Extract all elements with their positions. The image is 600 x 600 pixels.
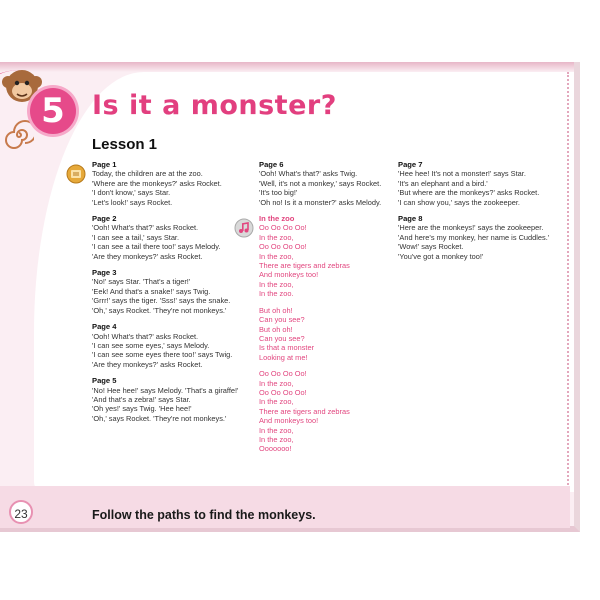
song-line: And monkeys too! — [259, 416, 319, 426]
song-line: Oo Oo Oo Oo! — [259, 242, 307, 252]
swirl-icon — [4, 120, 34, 150]
page-block — [259, 160, 389, 207]
unit-title: Is it a monster? — [92, 90, 337, 121]
page-label: Page 4 — [92, 322, 117, 332]
activity-instruction: Follow the paths to find the monkeys. — [92, 508, 316, 522]
song-line: Oo Oo Oo Oo! — [259, 369, 307, 379]
story-line: 'It's an elephant and a bird.' — [398, 178, 488, 188]
page-label: Page 7 — [398, 160, 423, 169]
story-line: 'And here's my monkey, her name is Cuddles.' — [398, 232, 550, 242]
page-label: Page 1 — [92, 160, 117, 169]
story-line: 'Are they monkeys?' asks Rocket. — [92, 359, 203, 369]
story-column-2 — [259, 160, 389, 461]
song-line: Can you see? — [259, 333, 305, 343]
page-block — [92, 322, 242, 369]
song-line: But oh oh! — [259, 324, 293, 334]
story-line: 'Here are the monkeys!' says the zookeeper. — [398, 223, 544, 233]
song-line: There are tigers and zebras — [259, 406, 350, 416]
page-label: Page 6 — [259, 160, 284, 169]
story-line: 'Let's look!' says Rocket. — [92, 197, 173, 207]
page-block — [92, 376, 242, 423]
story-column-3 — [398, 160, 550, 268]
page-block — [92, 214, 242, 261]
song-line: In the zoo, — [259, 279, 294, 289]
song-line: But oh oh! — [259, 305, 293, 315]
story-line: 'Ooh! What's that?' asks Rocket. — [92, 223, 199, 233]
song-line: And monkeys too! — [259, 270, 319, 280]
story-line: 'I can show you,' says the zookeeper. — [398, 197, 520, 207]
story-line: 'Wow!' says Rocket. — [398, 242, 464, 252]
song-stanza — [259, 214, 389, 299]
lesson-title: Lesson 1 — [92, 136, 158, 153]
song-line: Oo Oo Oo Oo! — [259, 223, 307, 233]
story-line: 'No! Hee hee!' says Melody. 'That's a giraffe!' — [92, 385, 239, 395]
story-line: 'It's too big!' — [259, 188, 298, 198]
story-column-1 — [92, 160, 242, 430]
story-line: 'Hee hee! It's not a monster!' says Star. — [398, 169, 526, 179]
song-line: There are tigers and zebras — [259, 261, 350, 271]
page-number: 23 — [9, 500, 33, 524]
story-line: 'Where are the monkeys?' asks Rocket. — [92, 178, 222, 188]
audio-cd-icon — [66, 164, 86, 184]
story-line: 'Well, it's not a monkey,' says Rocket. — [259, 178, 382, 188]
song-line: In the zoo, — [259, 232, 294, 242]
story-line: 'Are they monkeys?' asks Rocket. — [92, 251, 203, 261]
story-line: 'Oh,' says Rocket. 'They're not monkeys.' — [92, 305, 227, 315]
song-line: Looking at me! — [259, 352, 308, 362]
story-line: 'You've got a monkey too!' — [398, 251, 484, 261]
story-line: 'Oh no! Is it a monster?' asks Melody. — [259, 197, 382, 207]
song-line: Oo Oo Oo Oo! — [259, 387, 307, 397]
story-line: 'Ooh! What's that?' asks Twig. — [259, 169, 358, 179]
story-line: 'I can see a tail there too!' says Melody. — [92, 242, 221, 252]
page-label: Page 3 — [92, 268, 117, 278]
story-line: 'I can see some eyes there too!' says Twig. — [92, 350, 233, 360]
page-label: Page 5 — [92, 376, 117, 386]
story-line: 'Ooh! What's that?' asks Rocket. — [92, 331, 199, 341]
page-block — [398, 214, 550, 261]
story-line: 'Oh yes!' says Twig. 'Hee hee!' — [92, 404, 192, 414]
story-line: 'Oh,' says Rocket. 'They're not monkeys.' — [92, 413, 227, 423]
page-label: Page 2 — [92, 214, 117, 224]
story-line: 'No!' says Star. 'That's a tiger!' — [92, 277, 191, 287]
unit-number-badge: 5 — [30, 88, 76, 134]
story-line: 'Grrr!' says the tiger. 'Sss!' says the snake. — [92, 296, 231, 306]
story-line: Today, the children are at the zoo. — [92, 169, 203, 179]
story-line: 'I can see some eyes,' says Melody. — [92, 340, 210, 350]
story-line: 'I can see a tail,' says Star. — [92, 232, 180, 242]
song-line: In the zoo, — [259, 425, 294, 435]
song-stanza — [259, 306, 389, 362]
page-label: Page 8 — [398, 214, 423, 224]
song-stanza — [259, 369, 389, 454]
song-line: In the zoo. — [259, 289, 294, 299]
song-line: Is that a monster — [259, 343, 315, 353]
song-line: In the zoo, — [259, 378, 294, 388]
song-title: In the zoo — [259, 214, 295, 224]
song-line: Can you see? — [259, 315, 305, 325]
dotted-border — [567, 72, 569, 512]
song-line: Ooooooo! — [259, 444, 292, 454]
song-line: In the zoo, — [259, 251, 294, 261]
page-block — [398, 160, 538, 207]
song-line: In the zoo, — [259, 434, 294, 444]
story-line: 'And that's a zebra!' says Star. — [92, 394, 191, 404]
song-line: In the zoo, — [259, 397, 294, 407]
story-line: 'I don't know,' says Star. — [92, 188, 171, 198]
page-block — [92, 160, 242, 207]
story-line: 'Eek! And that's a snake!' says Twig. — [92, 286, 211, 296]
story-line: 'But where are the monkeys?' asks Rocket. — [398, 188, 540, 198]
page-block — [92, 268, 242, 315]
